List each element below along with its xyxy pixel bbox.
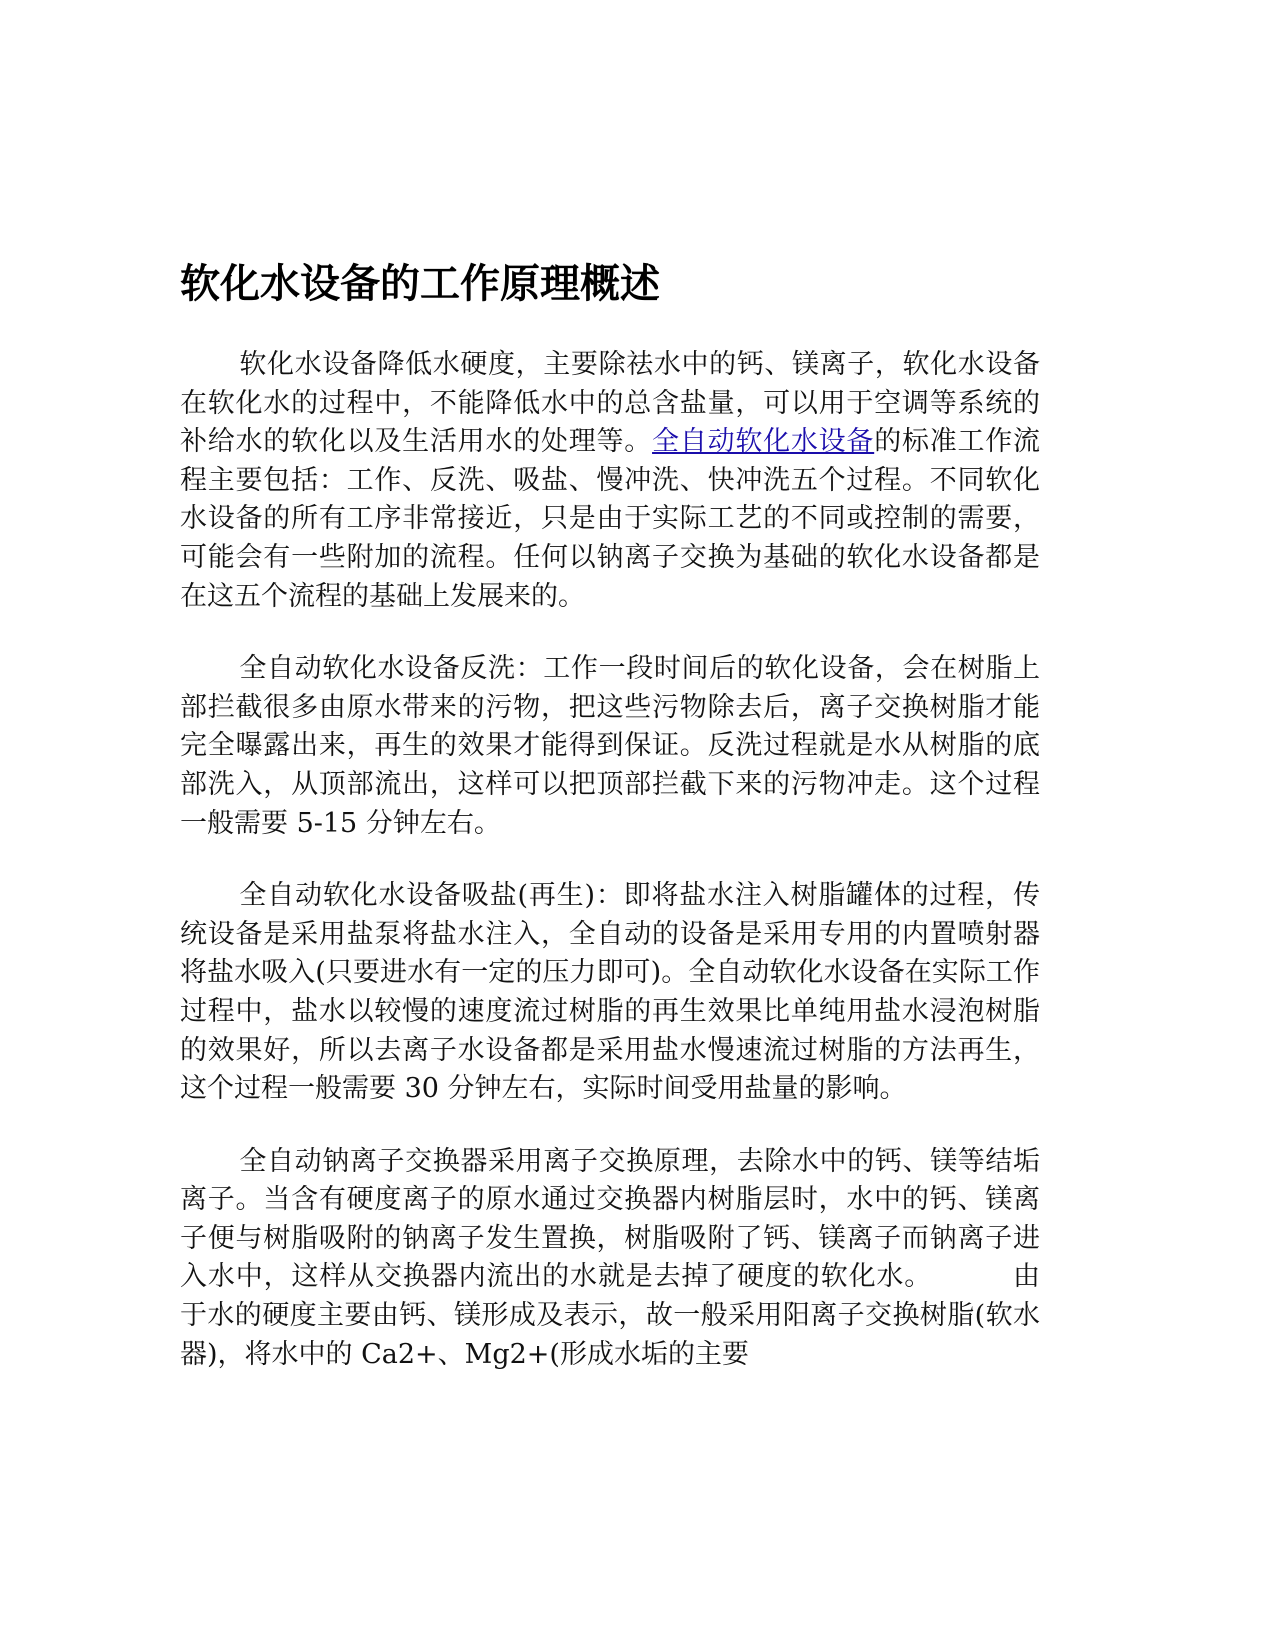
document-title: 软化水设备的工作原理概述 [180,261,660,307]
paragraph-overview-text-before-link: 软化水设备降低水硬度，主要除祛水中的钙、镁离子，软化水设备在软化水的过程中，不能降低水中的总含盐量，可以用于空调等系统的补给水的软化以及生活用水的处理等。 [180,349,1040,458]
paragraph-backwash: 全自动软化水设备反洗：工作一段时间后的软化设备，会在树脂上部拦截很多由原水带来的污物，把这些污物除去后，离子交换树脂才能完全曝露出来，再生的效果才能得到保证。反洗过程就是水从树脂的底部洗入，从顶部流出，这样可以把顶部拦截下来的污物冲走。这个过程一般需要 5-15 分钟左右。 [180,653,1040,839]
paragraph-overview-text-after-link: 的标准工作流程主要包括：工作、反洗、吸盐、慢冲洗、快冲洗五个过程。不同软化水设备的所有工序非常接近，只是由于实际工艺的不同或控制的需要，可能会有一些附加的流程。任何以钠离子交换为基础的软化水设备都是在这五个流程的基础上发展来的。 [180,426,1041,612]
auto-water-softener-link[interactable]: 全自动软化水设备 [652,426,875,458]
paragraph-brine-draw: 全自动软化水设备吸盐(再生)：即将盐水注入树脂罐体的过程，传统设备是采用盐泵将盐水注入，全自动的设备是采用专用的内置喷射器将盐水吸入(只要进水有一定的压力即可)。全自动软化水设备在实际工作过程中，盐水以较慢的速度流过树脂的再生效果比单纯用盐水浸泡树脂的效果好，所以去离子水设备都是采用盐水慢速流过树脂的方法再生，这个过程一般需要 30 分钟左右，实际时间受用盐量的影响。 [180,880,1040,1105]
paragraph-ion-exchange [180,1143,1040,1375]
document-page [180,252,1040,1408]
paragraph-ion-exchange-part1: 全自动钠离子交换器采用离子交换原理，去除水中的钙、镁等结垢离子。当含有硬度离子的原水通过交换器内树脂层时，水中的钙、镁离子便与树脂吸附的钠离子发生置换，树脂吸附了钙、镁离子而钠离子进入水中，这样从交换器内流出的水就是去掉了硬度的软化水。 [180,1145,1040,1293]
paragraph-ion-exchange-part2: 由于水的硬度主要由钙、镁形成及表示，故一般采用阳离子交换树脂(软水器)，将水中的 Ca2+、Mg2+(形成水垢的主要 [180,1261,1041,1370]
paragraph-overview [180,346,1040,616]
